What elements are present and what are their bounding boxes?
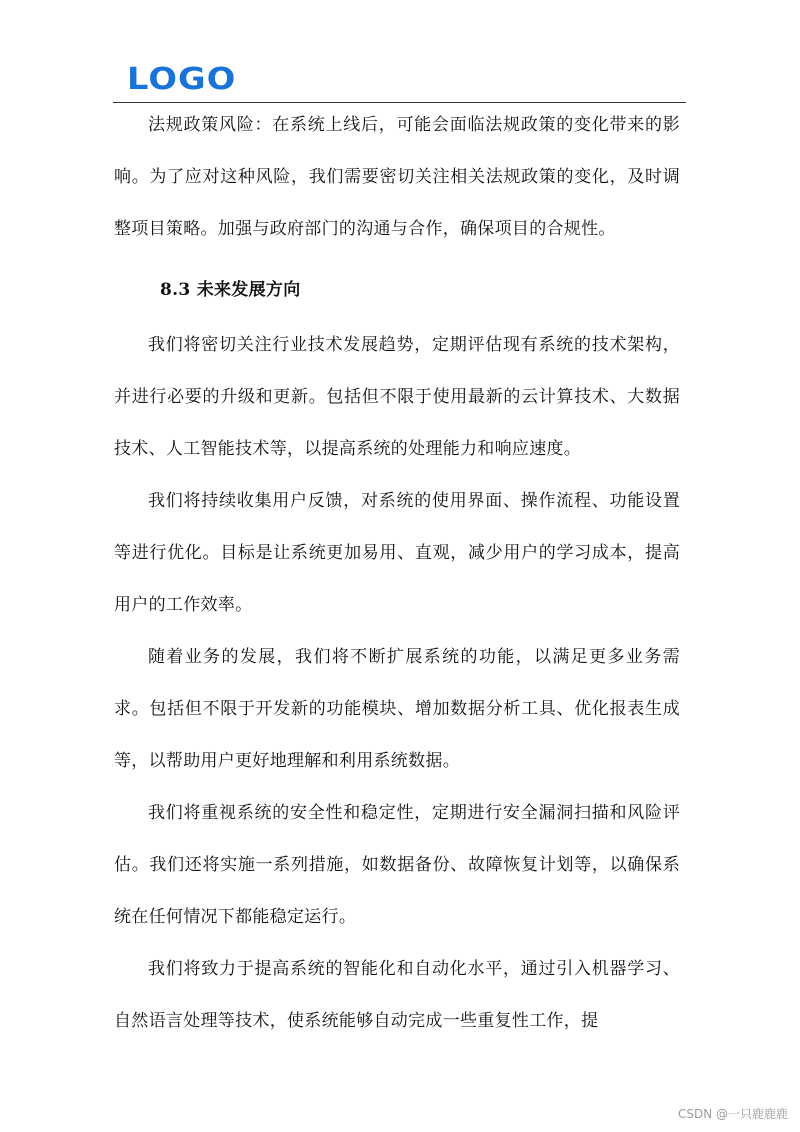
page-header (113, 60, 686, 103)
watermark: CSDN @一只鹿鹿鹿 (677, 1107, 788, 1121)
paragraph-feature-expansion: 随着业务的发展，我们将不断扩展系统的功能，以满足更多业务需求。包括但不限于开发新的功能模块、增加数据分析工具、优化报表生成等，以帮助用户更好地理解和利用系统数据。 (114, 647, 680, 771)
paragraph-user-feedback: 我们将持续收集用户反馈，对系统的使用界面、操作流程、功能设置等进行优化。目标是让系统更加易用、直观，减少用户的学习成本，提高用户的工作效率。 (114, 491, 680, 615)
paragraph-tech-upgrade: 我们将密切关注行业技术发展趋势，定期评估现有系统的技术架构，并进行必要的升级和更新。包括但不限于使用最新的云计算技术、大数据技术、人工智能技术等，以提高系统的处理能力和响应速度。 (114, 335, 680, 459)
paragraph-regulatory-risk: 法规政策风险：在系统上线后，可能会面临法规政策的变化带来的影响。为了应对这种风险，我们需要密切关注相关法规政策的变化，及时调整项目策略。加强与政府部门的沟通与合作，确保项目的合规性。 (114, 115, 680, 239)
section-heading: 8.3 未来发展方向 (160, 280, 301, 300)
logo: LOGO (127, 62, 237, 97)
paragraph-automation: 我们将致力于提高系统的智能化和自动化水平，通过引入机器学习、自然语言处理等技术，使系统能够自动完成一些重复性工作，提 (114, 959, 680, 1031)
document-body (114, 99, 680, 1047)
paragraph-security: 我们将重视系统的安全性和稳定性，定期进行安全漏洞扫描和风险评估。我们还将实施一系列措施，如数据备份、故障恢复计划等，以确保系统在任何情况下都能稳定运行。 (114, 803, 680, 927)
